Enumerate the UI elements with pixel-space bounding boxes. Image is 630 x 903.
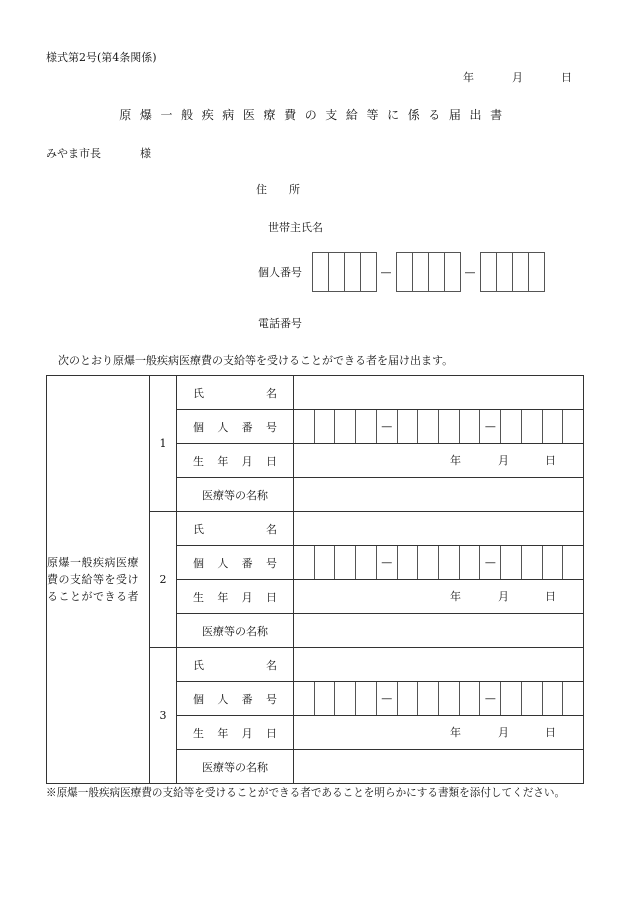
digit-box[interactable] bbox=[335, 410, 356, 443]
digit-box[interactable] bbox=[396, 252, 413, 292]
date-year-unit: 年 bbox=[463, 71, 474, 84]
digit-box[interactable] bbox=[356, 546, 377, 579]
birthdate-label: 生 年 月 日 bbox=[177, 580, 294, 614]
digit-box[interactable] bbox=[418, 682, 439, 715]
digit-box[interactable] bbox=[543, 682, 564, 715]
digit-box[interactable] bbox=[460, 682, 481, 715]
digit-box[interactable] bbox=[501, 410, 522, 443]
digit-box[interactable] bbox=[460, 410, 481, 443]
form-number: 様式第2号(第4条関係) bbox=[46, 51, 157, 64]
digit-box[interactable] bbox=[439, 682, 460, 715]
facility-name-field[interactable] bbox=[294, 478, 584, 512]
year-unit: 年 bbox=[450, 590, 461, 603]
digit-box[interactable] bbox=[428, 252, 445, 292]
applicant-personal-number-label: 個人番号 bbox=[258, 266, 302, 279]
number-separator: — bbox=[380, 265, 392, 279]
personal-number-label: 個 人 番 号 bbox=[177, 682, 294, 716]
digit-box[interactable] bbox=[294, 410, 315, 443]
footnote: ※原爆一般疾病医療費の支給等を受けることができる者であることを明らかにする書類を添付してください。 bbox=[46, 787, 566, 799]
number-separator: — bbox=[480, 682, 501, 715]
name-field[interactable] bbox=[294, 648, 584, 682]
digit-box[interactable] bbox=[543, 546, 564, 579]
name-label: 氏 名 bbox=[177, 512, 294, 546]
birthdate-label: 生 年 月 日 bbox=[177, 444, 294, 478]
intro-statement: 次のとおり原爆一般疾病医療費の支給等を受けることができる者を届け出ます。 bbox=[58, 354, 454, 367]
digit-box[interactable] bbox=[563, 410, 583, 443]
digit-box[interactable] bbox=[328, 252, 345, 292]
phone-number-label: 電話番号 bbox=[258, 317, 302, 330]
digit-box[interactable] bbox=[439, 546, 460, 579]
digit-box[interactable] bbox=[356, 682, 377, 715]
digit-box[interactable] bbox=[543, 410, 564, 443]
digit-box[interactable] bbox=[512, 252, 529, 292]
personal-number-boxes[interactable] bbox=[294, 546, 583, 579]
digit-box[interactable] bbox=[315, 410, 336, 443]
number-separator: — bbox=[377, 410, 398, 443]
digit-box[interactable] bbox=[412, 252, 429, 292]
number-separator: — bbox=[480, 410, 501, 443]
birthdate-field[interactable] bbox=[294, 580, 584, 614]
number-separator: — bbox=[377, 546, 398, 579]
digit-box[interactable] bbox=[501, 546, 522, 579]
head-of-household-name-label: 世帯主氏名 bbox=[268, 221, 323, 234]
digit-box[interactable] bbox=[418, 546, 439, 579]
digit-box[interactable] bbox=[528, 252, 545, 292]
eligible-persons-table bbox=[46, 375, 584, 784]
digit-box[interactable] bbox=[356, 410, 377, 443]
birthdate-label: 生 年 月 日 bbox=[177, 716, 294, 750]
digit-box[interactable] bbox=[294, 546, 315, 579]
personal-number-field[interactable] bbox=[294, 546, 584, 580]
day-unit: 日 bbox=[545, 726, 556, 739]
digit-box[interactable] bbox=[460, 546, 481, 579]
personal-number-label: 個 人 番 号 bbox=[177, 546, 294, 580]
address-label: 住 所 bbox=[256, 183, 300, 196]
digit-box[interactable] bbox=[522, 682, 543, 715]
document-title: 原爆一般疾病医療費の支給等に係る届出書 bbox=[119, 108, 511, 122]
digit-box[interactable] bbox=[360, 252, 377, 292]
birthdate-field[interactable] bbox=[294, 716, 584, 750]
facility-name-field[interactable] bbox=[294, 750, 584, 784]
facility-name-label: 医療等の名称 bbox=[177, 614, 294, 648]
digit-box[interactable] bbox=[439, 410, 460, 443]
year-unit: 年 bbox=[450, 454, 461, 467]
month-unit: 月 bbox=[498, 454, 509, 467]
personal-number-boxes[interactable] bbox=[294, 410, 583, 443]
facility-name-field[interactable] bbox=[294, 614, 584, 648]
applicant-personal-number-input[interactable] bbox=[312, 252, 544, 292]
number-separator: — bbox=[480, 546, 501, 579]
addressee-name: みやま市長 bbox=[46, 147, 101, 160]
digit-box[interactable] bbox=[522, 410, 543, 443]
month-unit: 月 bbox=[498, 726, 509, 739]
name-field[interactable] bbox=[294, 512, 584, 546]
category-label: 原爆一般疾病医療費の支給等を受けることができる者 bbox=[47, 376, 150, 784]
personal-number-label: 個 人 番 号 bbox=[177, 410, 294, 444]
digit-box[interactable] bbox=[501, 682, 522, 715]
personal-number-field[interactable] bbox=[294, 410, 584, 444]
day-unit: 日 bbox=[545, 454, 556, 467]
digit-box[interactable] bbox=[522, 546, 543, 579]
person-number: 3 bbox=[150, 648, 177, 784]
personal-number-field[interactable] bbox=[294, 682, 584, 716]
digit-box[interactable] bbox=[315, 682, 336, 715]
name-label: 氏 名 bbox=[177, 648, 294, 682]
person-number: 2 bbox=[150, 512, 177, 648]
digit-box[interactable] bbox=[294, 682, 315, 715]
date-month-unit: 月 bbox=[512, 71, 523, 84]
number-separator: — bbox=[464, 265, 476, 279]
person-number: 1 bbox=[150, 376, 177, 512]
day-unit: 日 bbox=[545, 590, 556, 603]
name-label: 氏 名 bbox=[177, 376, 294, 410]
facility-name-label: 医療等の名称 bbox=[177, 478, 294, 512]
date-day-unit: 日 bbox=[561, 71, 572, 84]
addressee-honorific: 様 bbox=[140, 147, 151, 160]
digit-box[interactable] bbox=[315, 546, 336, 579]
digit-box[interactable] bbox=[496, 252, 513, 292]
name-field[interactable] bbox=[294, 376, 584, 410]
birthdate-field[interactable] bbox=[294, 444, 584, 478]
year-unit: 年 bbox=[450, 726, 461, 739]
digit-box[interactable] bbox=[563, 682, 583, 715]
digit-box[interactable] bbox=[418, 410, 439, 443]
table-row bbox=[47, 376, 584, 410]
month-unit: 月 bbox=[498, 590, 509, 603]
digit-box[interactable] bbox=[398, 682, 419, 715]
digit-box[interactable] bbox=[480, 252, 497, 292]
digit-box[interactable] bbox=[398, 546, 419, 579]
digit-box[interactable] bbox=[335, 546, 356, 579]
digit-box[interactable] bbox=[563, 546, 583, 579]
personal-number-boxes[interactable] bbox=[294, 682, 583, 715]
facility-name-label: 医療等の名称 bbox=[177, 750, 294, 784]
digit-box[interactable] bbox=[344, 252, 361, 292]
digit-box[interactable] bbox=[312, 252, 329, 292]
number-separator: — bbox=[377, 682, 398, 715]
digit-box[interactable] bbox=[335, 682, 356, 715]
digit-box[interactable] bbox=[444, 252, 461, 292]
digit-box[interactable] bbox=[398, 410, 419, 443]
